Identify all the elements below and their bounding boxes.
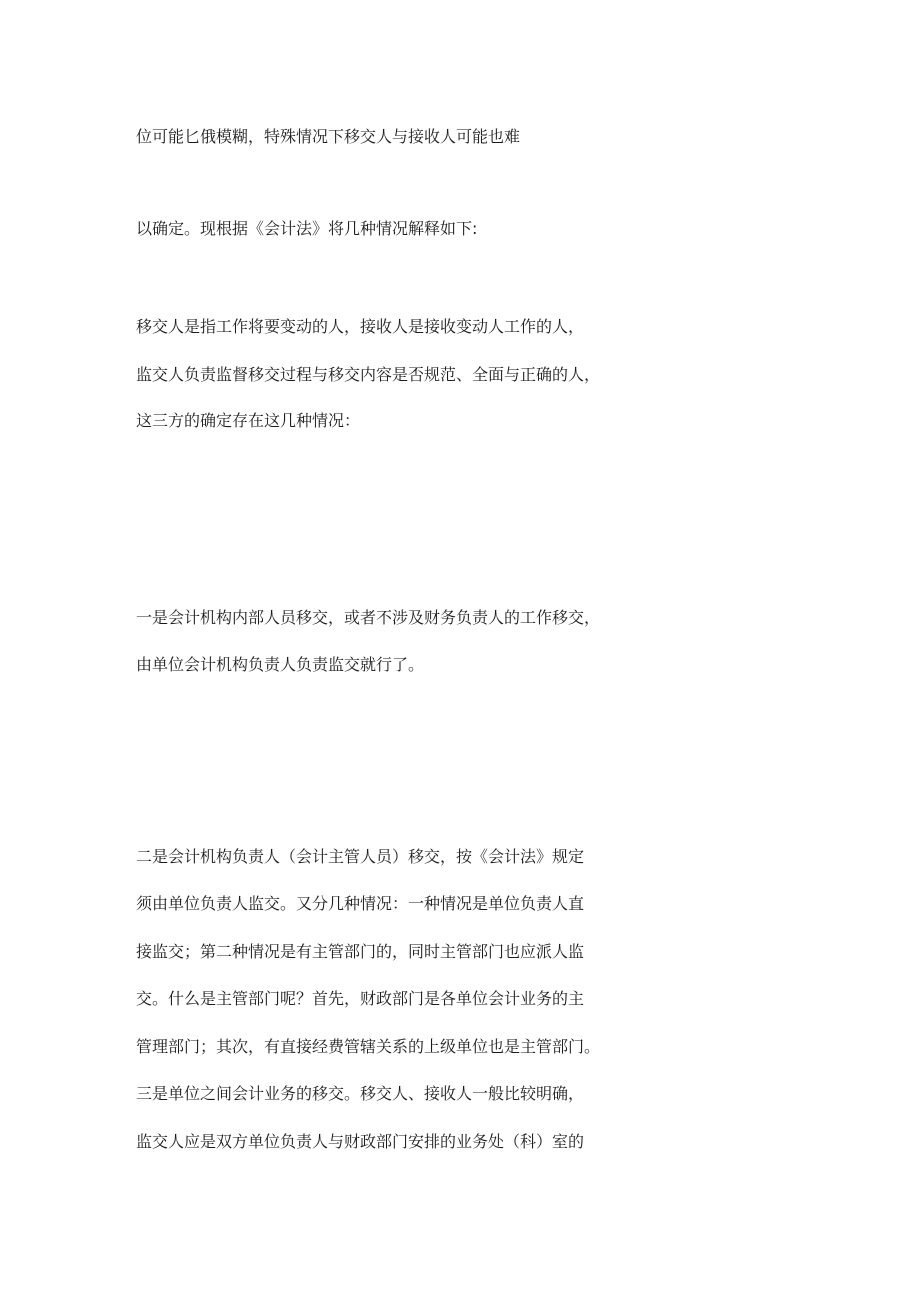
paragraph-4-line-2: 由单位会计机构负责人负责监交就行了。 — [136, 655, 425, 674]
paragraph-1-line-1: 位可能匕俄模糊，特殊情况下移交人与接收人可能也难 — [136, 127, 521, 146]
paragraph-5-line-2: 须由单位负责人监交。又分几种情况：一种情况是单位负责人直 — [136, 894, 585, 913]
paragraph-5-line-4: 交。什么是主管部门呢？首先，财政部门是各单位会计业务的主 — [136, 989, 585, 1008]
paragraph-3-line-3: 这三方的确定存在这几种情况： — [136, 411, 361, 430]
paragraph-5-line-6: 三是单位之间会计业务的移交。移交人、接收人一般比较明确， — [136, 1084, 585, 1103]
paragraph-4-line-1: 一是会计机构内部人员移交，或者不涉及财务负责人的工作移交， — [136, 608, 601, 627]
paragraph-2-line-1: 以确定。现根据《会计法》将几种情况解释如下: — [136, 219, 478, 238]
paragraph-3-line-1: 移交人是指工作将要变动的人，接收人是接收变动人工作的人， — [136, 317, 585, 336]
paragraph-5-line-3: 接监交；第二种情况是有主管部门的，同时主管部门也应派人监 — [136, 942, 585, 961]
paragraph-5-line-1: 二是会计机构负责人（会计主管人员）移交，按《会计法》规定 — [136, 847, 585, 866]
paragraph-5-line-5: 管理部门；其次，有直接经费管辖关系的上级单位也是主管部门。 — [136, 1037, 601, 1056]
paragraph-3-line-2: 监交人负责监督移交过程与移交内容是否规范、全面与正确的人， — [136, 365, 601, 384]
paragraph-5-line-7: 监交人应是双方单位负责人与财政部门安排的业务处（科）室的 — [136, 1132, 585, 1151]
